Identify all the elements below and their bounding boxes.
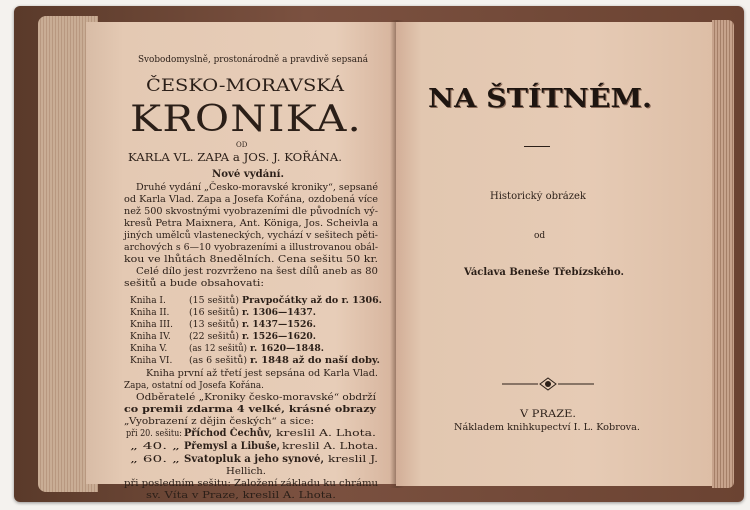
book-count: (15 sešitů) [189,296,239,306]
body-line: sešitů a bude obsahovati: [124,279,264,289]
premium-author-cont: Hellich. [226,467,266,477]
publisher-line: Nákladem knihkupectví I. L. Kobrova. [454,423,640,433]
book-name: Kniha II. [130,308,170,318]
book-count: (22 sešitů) [189,332,239,342]
book-count: (16 sešitů) [189,308,239,318]
place-line: V PRAZE. [520,409,576,420]
body-line: Zapa, ostatní od Josefa Kořána. [124,381,264,391]
body-line: archových s 6—10 vyobrazeními a illustrovanou obál- [124,243,378,253]
book-name: Kniha V. [130,344,168,354]
book-name: Kniha VI. [130,356,173,366]
book-count: (13 sešitů) [189,320,239,330]
premium-title: Příchod Čechův, [184,428,272,439]
body-line: „Vyobrazení z dějin českých“ a sice: [124,417,314,427]
body-line: Druhé vydání „Česko-moravské kroniky“, sepsané [136,183,378,193]
right-page [396,22,714,486]
body-line: jiných umělců vlasteneckých, vychází v sešitech pěti- [124,231,378,241]
work-title: NA ŠTÍTNÉM. [428,84,652,114]
book-range: r. 1306—1437. [242,308,316,318]
closing-line: sv. Víta v Praze, kreslil A. Lhota. [146,491,336,501]
title-rule [524,146,550,147]
book-name: Kniha IV. [130,332,171,342]
body-line: co premii zdarma 4 velké, krásné obrazy [124,405,376,415]
book-range: r. 1620—1848. [250,344,324,354]
book-range: r. 1526—1620. [242,332,316,342]
book-name: Kniha III. [130,320,173,330]
body-line: než 500 skvostnými vyobrazeními dle původních vý- [124,207,378,217]
body-line: Odběratelé „Kroniky česko-moravské“ obdrží [136,393,376,403]
ornament-divider-icon [500,376,596,392]
intro-line: Svobodomyslně, prostonárodně a pravdivě sepsaná [138,55,368,65]
book-name: Kniha I. [130,296,166,306]
left-page [86,22,398,501]
heading-cesko-moravska: ČESKO-MORAVSKÁ [146,76,344,96]
by-label: od [534,231,546,241]
book-range: r. 1848 až do naší doby. [250,356,380,366]
premium-issue: při 20. sešitu: [126,429,182,439]
heading-kronika: KRONIKA. [130,99,362,140]
premium-author: kreslil A. Lhota. [276,429,376,439]
edition-note: Nové vydání. [212,169,284,180]
body-line: Celé dílo jest rozvrženo na šest dílů aneb as 80 [136,267,378,277]
author-line: Václava Beneše Třebízského. [464,267,624,278]
book-count: (as 12 sešitů) [189,344,247,354]
genre-line: Historický obrázek [490,191,586,202]
page-edges-right [712,20,734,488]
body-line: kou ve lhůtách 8nedělních. Cena sešitu 50 kr. [124,255,378,265]
book-range: r. 1437—1526. [242,320,316,330]
closing-line: při posledním sešitu: Založení základu ku chrámu [124,479,378,489]
premium-issue: „ 60. „ [130,455,180,465]
premium-author: kreslil J. [328,455,378,465]
premium-title: Svatopluk a jeho synové, [184,454,324,465]
premium-author: kreslil A. Lhota. [282,442,378,452]
book-range: Pravpočátky až do r. 1306. [242,296,382,306]
book-count: (as 6 sešitů) [189,356,247,366]
premium-title: Přemysl a Libuše, [184,441,280,452]
body-line: od Karla Vlad. Zapa a Josefa Kořána, ozdobená více [124,195,378,205]
premium-issue: „ 40. „ [130,442,180,452]
od-label: OD [236,141,248,149]
body-line: Kniha první až třetí jest sepsána od Karla Vlad. [146,369,378,379]
authors-line: KARLA VL. ZAPA a JOS. J. KOŘÁNA. [128,151,342,164]
body-line: kresů Petra Maixnera, Ant. Königa, Jos. Scheivla a [124,219,378,229]
